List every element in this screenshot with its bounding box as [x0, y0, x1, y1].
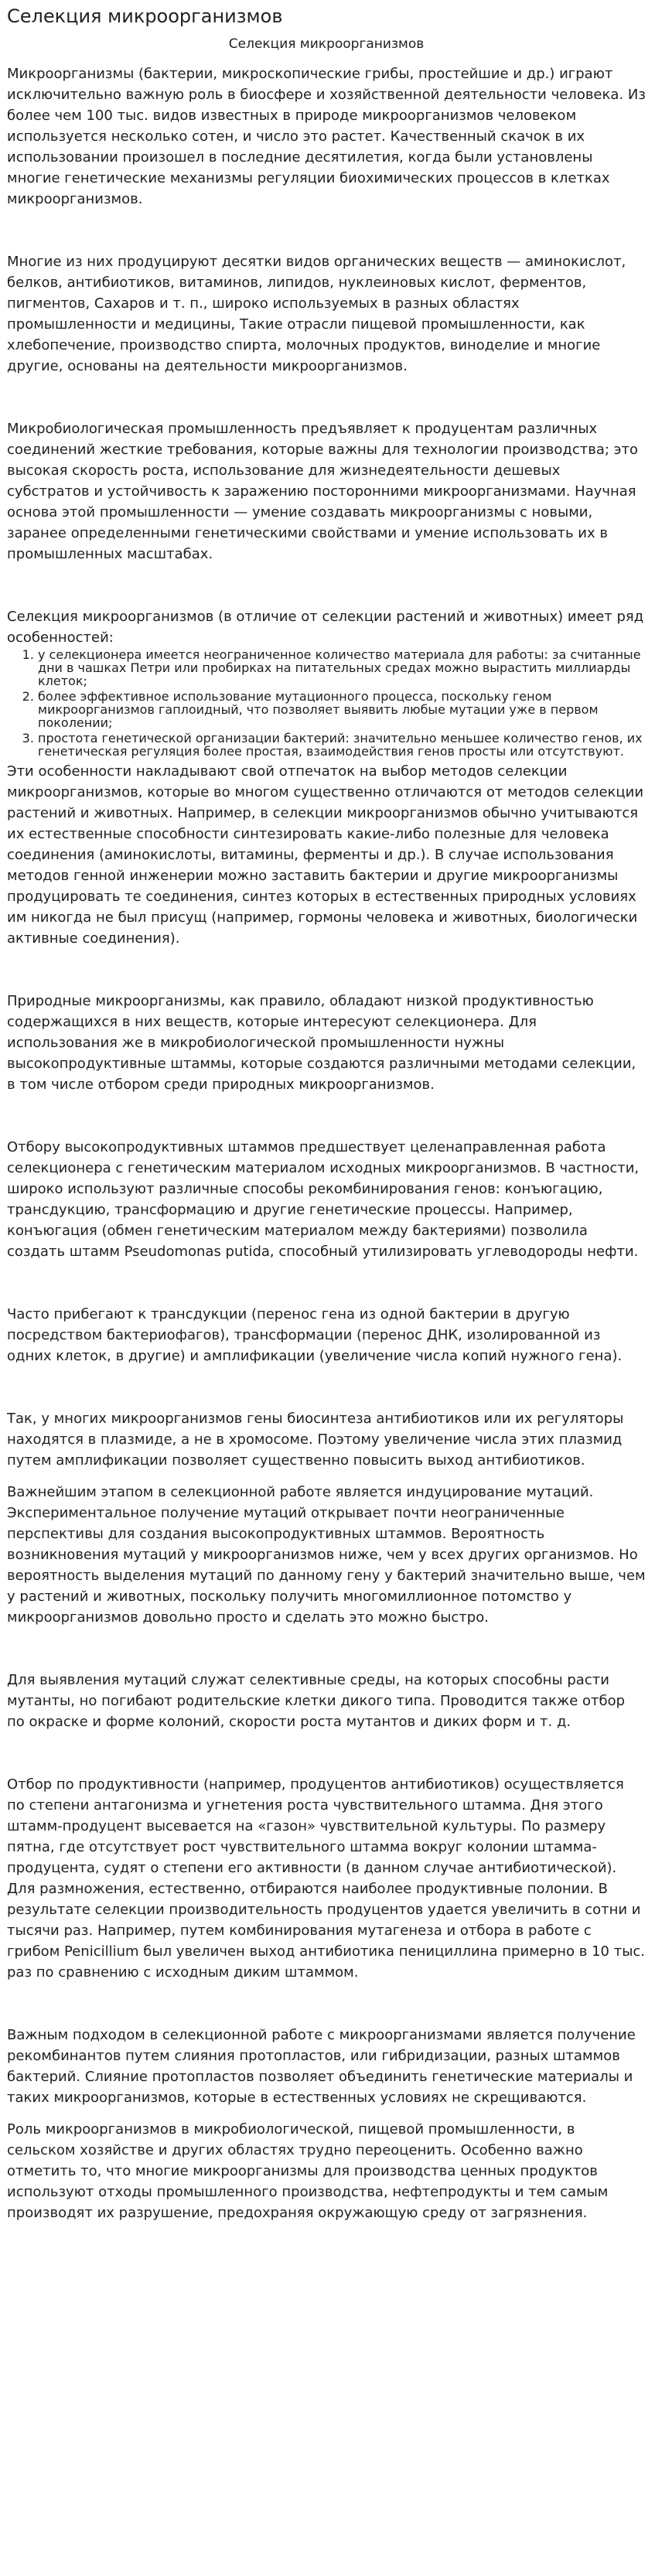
paragraph-productivity: Отбор по продуктивности (например, продуцентов антибиотиков) осуществляется по степени антагонизма и угнетения роста чувствительного штамма. Дня этого штамм-продуцент высевается на «газон» чувствительной культуры. По размеру пятна, где отсутствует рост чувствительного штамма вокруг колонии штамма-продуцента, судят о степени его активности (в данном случае антибиотической). Для размножения, естественно, отбираются наиболее продуктивные полонии. В результате селекции производительность продуцентов удается увеличить в сотни и тысячи раз. Например, путем комбинирования мутагенеза и отбора в работе с грибом Penicillium был увеличен выход антибиотика пенициллина примерно в 10 тыс. раз по сравнению с исходным диким штаммом. — [7, 1776, 646, 1981]
paragraph-recombination: Отбору высокопродуктивных штаммов предшествует целенаправленная работа селекционера с генетическим материалом исходных микроорганизмов. В частности, широко используют различные способы рекомбинирования генов: конъюгацию, трансдукцию, трансформацию и другие генетические процессы. Например, конъюгация (обмен генетическим материалом между бактериями) позволила создать штамм Pseudomonas putida, способный утилизировать углеводороды нефти. — [7, 1139, 640, 1260]
paragraph-methods: Эти особенности накладывают свой отпечаток на выбор методов селекции микроорганизмов, которые во многом существенно отличаются от методов селекции растений и животных. Например, в селекции микроорганизмов обычно учитываются их естественные способности синтезировать какие-либо полезные для человека соединения (аминокислоты, витамины, ферменты и др.). В случае использования методов генной инженерии можно заставить бактерии и другие микроорганизмы продуцировать те соединения, синтез которых в естественных природных условиях им никогда не был присущ (например, гормоны человека и животных, биологически активные соединения). — [7, 763, 644, 947]
list-item: 3. простота генетической организации бактерий: значительно меньшее количество генов, их генетическая регуляция более простая, взаимодействия генов просты или отсутствуют. — [38, 732, 646, 758]
list-item: 2. более эффективное использование мутационного процесса, поскольку геном микроорганизмов гаплоидный, что позволяет выявить любые мутации уже в первом поколении; — [38, 690, 646, 729]
paragraph-intro: Микроорганизмы (бактерии, микроскопические грибы, простейшие и др.) играют исключительно важную роль в биосфере и хозяйственной деятельности человека. Из более чем 100 тыс. видов известных в природе микроорганизмов человеком используется несколько сотен, и число это растет. Качественный скачок в их использовании произошел в последние десятилетия, когда были установлены многие генетические механизмы регуляции биохимических процессов в клетках микроорганизмов. — [7, 66, 646, 207]
paragraph-mutations: Важнейшим этапом в селекционной работе является индуцирование мутаций. Экспериментальное получение мутаций открывает почти неограниченные перспективы для создания высокопродуктивных штаммов. Вероятность возникновения мутаций у микроорганизмов ниже, чем у всех других организмов. Но вероятность выделения мутаций по данному гену у бактерий значительно выше, чем у растений и животных, поскольку получить многомиллионное потомство у микроорганизмов довольно просто и сделать это можно быстро. — [7, 1484, 646, 1626]
paragraph-industry: Микробиологическая промышленность предъявляет к продуцентам различных соединений жесткие требования, которые важны для технологии производства; это высокая скорость роста, использование для жизнедеятельности дешевых субстратов и устойчивость к заражению посторонними микроорганизмами. Научная основа этой промышленности — умение создавать микроорганизмы с новыми, заранее определенными генетическими свойствами и умение использовать их в промышленных масштабах. — [7, 421, 639, 562]
paragraph-role: Роль микроорганизмов в микробиологической, пищевой промышленности, в сельском хозяйстве и других областях трудно переоценить. Особенно важно отметить то, что многие микроорганизмы для производства ценных продуктов используют отходы промышленного производства, нефтепродукты и тем самым производят их разрушение, предохраняя окружающую среду от загрязнения. — [7, 2121, 609, 2221]
paragraph-natural: Природные микроорганизмы, как правило, обладают низкой продуктивностью содержащихся в них веществ, которые интересуют селекционера. Для использования же в микробиологической промышленности нужны высокопродуктивные штаммы, которые создаются различными методами селекции, в том числе отбором среди природных микроорганизмов. — [7, 993, 636, 1093]
document-subtitle: Селекция микроорганизмов — [228, 36, 425, 52]
paragraph-features-intro: Селекция микроорганизмов (в отличие от селекции растений и животных) имеет ряд особенностей: — [7, 609, 644, 646]
paragraph-protoplasts: Важным подходом в селекционной работе с микроорганизмами является получение рекомбинантов путем слияния протопластов, или гибридизации, разных штаммов бактерий. Слияние протопластов позволяет объединить генетические материалы и таких микроорганизмов, которые в естественных условиях не скрещиваются. — [7, 2027, 636, 2106]
paragraph-selective-media: Для выявления мутаций служат селективные среды, на которых способны расти мутанты, но погибают родительские клетки дикого типа. Проводится также отбор по окраске и форме колоний, скорости роста мутантов и диких форм и т. д. — [7, 1672, 626, 1730]
page-title: Селекция микроорганизмов — [7, 5, 283, 27]
list-item: 1. у селекционера имеется неограниченное количество материала для работы: за считанные дни в чашках Петри или пробирках на питательных средах можно вырастить миллиарды клеток; — [38, 648, 646, 688]
features-list — [7, 648, 646, 758]
paragraph-products: Многие из них продуцируют десятки видов органических веществ — аминокислот, белков, антибиотиков, витаминов, липидов, нуклеиновых кислот, ферментов, пигментов, Сахаров и т. п., широко используемых в разных областях промышленности и медицины, Такие отрасли пищевой промышленности, как хлебопечение, производство спирта, молочных продуктов, виноделие и многие другие, основаны на деятельности микроорганизмов. — [7, 254, 626, 374]
paragraph-plasmids: Так, у многих микроорганизмов гены биосинтеза антибиотиков или их регуляторы находятся в плазмиде, а не в хромосоме. Поэтому увеличение числа этих плазмид путем амплификации позволяет существенно повысить выход антибиотиков. — [7, 1411, 624, 1469]
paragraph-transduction: Часто прибегают к трансдукции (перенос гена из одной бактерии в другую посредством бактериофагов), трансформации (перенос ДНК, изолированной из одних клеток, в другие) и амплификации (увеличение числа копий нужного гена). — [7, 1306, 623, 1364]
